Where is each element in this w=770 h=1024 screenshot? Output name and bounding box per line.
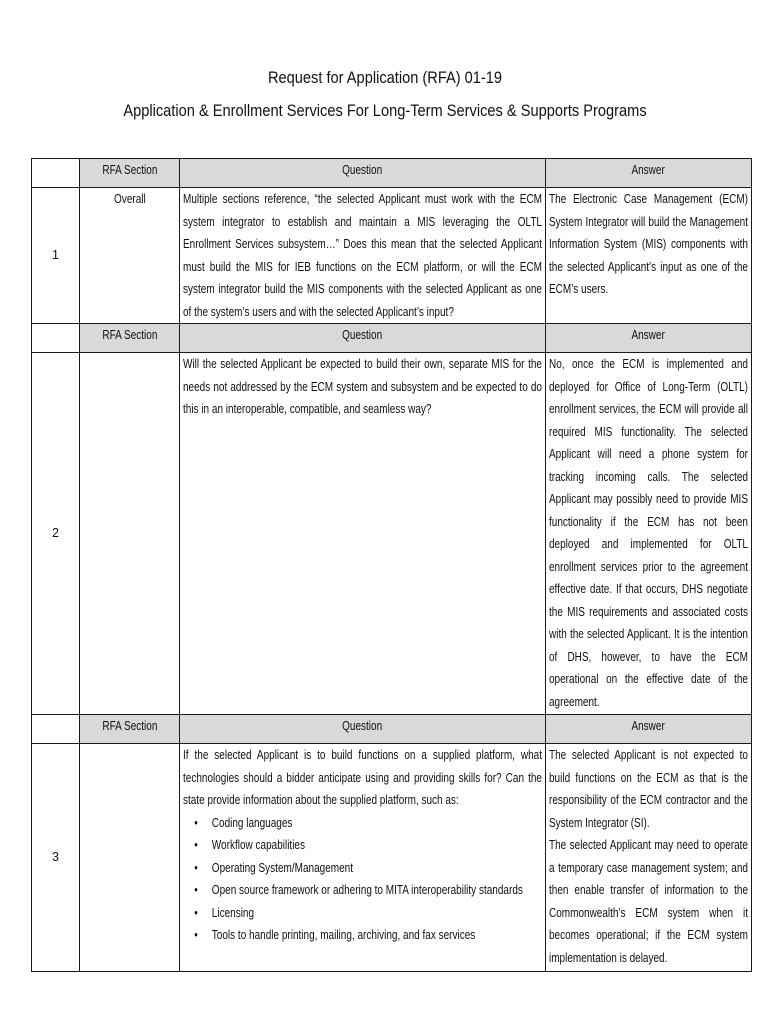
table-row (32, 188, 752, 324)
table-header-row (32, 715, 752, 744)
header-rfa-section: RFA Section (80, 324, 180, 353)
header-rfa-section: RFA Section (80, 159, 180, 188)
bullet-item: • Tools to handle printing, mailing, archiving, and fax services (212, 924, 542, 947)
header-question: Question (180, 715, 546, 744)
header-question: Question (180, 324, 546, 353)
row-question: Will the selected Applicant be expected to build their own, separate MIS for the needs not addressed by the ECM system and subsystem and be expected to do this in an interoperable, compatible, and seamless way? (180, 353, 546, 715)
row-answer: The Electronic Case Management (ECM) System Integrator will build the Management Information System (MIS) components with the selected Applicant’s input as one of the ECM’s users. (546, 188, 752, 324)
row-rfa-section (80, 353, 180, 715)
row-number: 1 (32, 188, 80, 324)
table-row (32, 744, 752, 972)
question-bullet-list (183, 812, 542, 947)
bullet-item: • Workflow capabilities (212, 834, 542, 857)
bullet-item: • Coding languages (212, 812, 542, 835)
row-answer: No, once the ECM is implemented and deployed for Office of Long-Term (OLTL) enrollment services, the ECM will provide all required MIS functionality. The selected Applicant will need a phone system for tracking incoming calls. The selected Applicant may possibly need to provide MIS functionality if the ECM has not been deployed and implemented for OLTL enrollment services prior to the agreement effective date. If that occurs, DHS negotiate the MIS requirements and associated costs with the selected Applicant. It is the intention of DHS, however, to have the ECM operational on the effective date of the agreement. (546, 353, 752, 715)
header-blank-cell (32, 159, 80, 188)
question-text: If the selected Applicant is to build functions on a supplied platform, what technologies should a bidder anticipate using and providing skills for? Can the state provide information about the supplied platform, such as: (183, 748, 542, 807)
answer-paragraph: The selected Applicant is not expected to build functions on the ECM as that is the responsibility of the ECM contractor and the System Integrator (SI). (549, 748, 748, 830)
table-header-row (32, 159, 752, 188)
row-question: Multiple sections reference, “the selected Applicant must work with the ECM system integrator to establish and maintain a MIS leveraging the OLTL Enrollment Services subsystem…” Does this mean that the selected Applicant must build the MIS for IEB functions on the ECM platform, or will the ECM system integrator build the MIS components with the selected Applicant as one of the system’s users and with the selected Applicant’s input? (180, 188, 546, 324)
bullet-item: • Open source framework or adhering to MITA interoperability standards (212, 879, 542, 902)
header-blank-cell (32, 324, 80, 353)
row-number: 3 (32, 744, 80, 972)
rfa-qa-table (31, 158, 752, 972)
bullet-item: • Operating System/Management (212, 857, 542, 880)
header-answer: Answer (546, 159, 752, 188)
bullet-item: • Licensing (212, 902, 542, 925)
row-rfa-section: Overall (80, 188, 180, 324)
table-header-row (32, 324, 752, 353)
header-rfa-section: RFA Section (80, 715, 180, 744)
answer-paragraph: The selected Applicant may need to operate a temporary case management system; and then enable transfer of information to the Commonwealth’s ECM system when it becomes operational; if the ECM system implementation is delayed. (549, 838, 748, 965)
header-question: Question (180, 159, 546, 188)
row-question (180, 744, 546, 972)
header-blank-cell (32, 715, 80, 744)
row-number: 2 (32, 353, 80, 715)
row-rfa-section (80, 744, 180, 972)
document-subtitle: Application & Enrollment Services For Long-Term Services & Supports Programs (123, 101, 647, 120)
header-answer: Answer (546, 715, 752, 744)
header-answer: Answer (546, 324, 752, 353)
document-title: Request for Application (RFA) 01-19 (267, 68, 503, 87)
row-answer (546, 744, 752, 972)
table-row (32, 353, 752, 715)
